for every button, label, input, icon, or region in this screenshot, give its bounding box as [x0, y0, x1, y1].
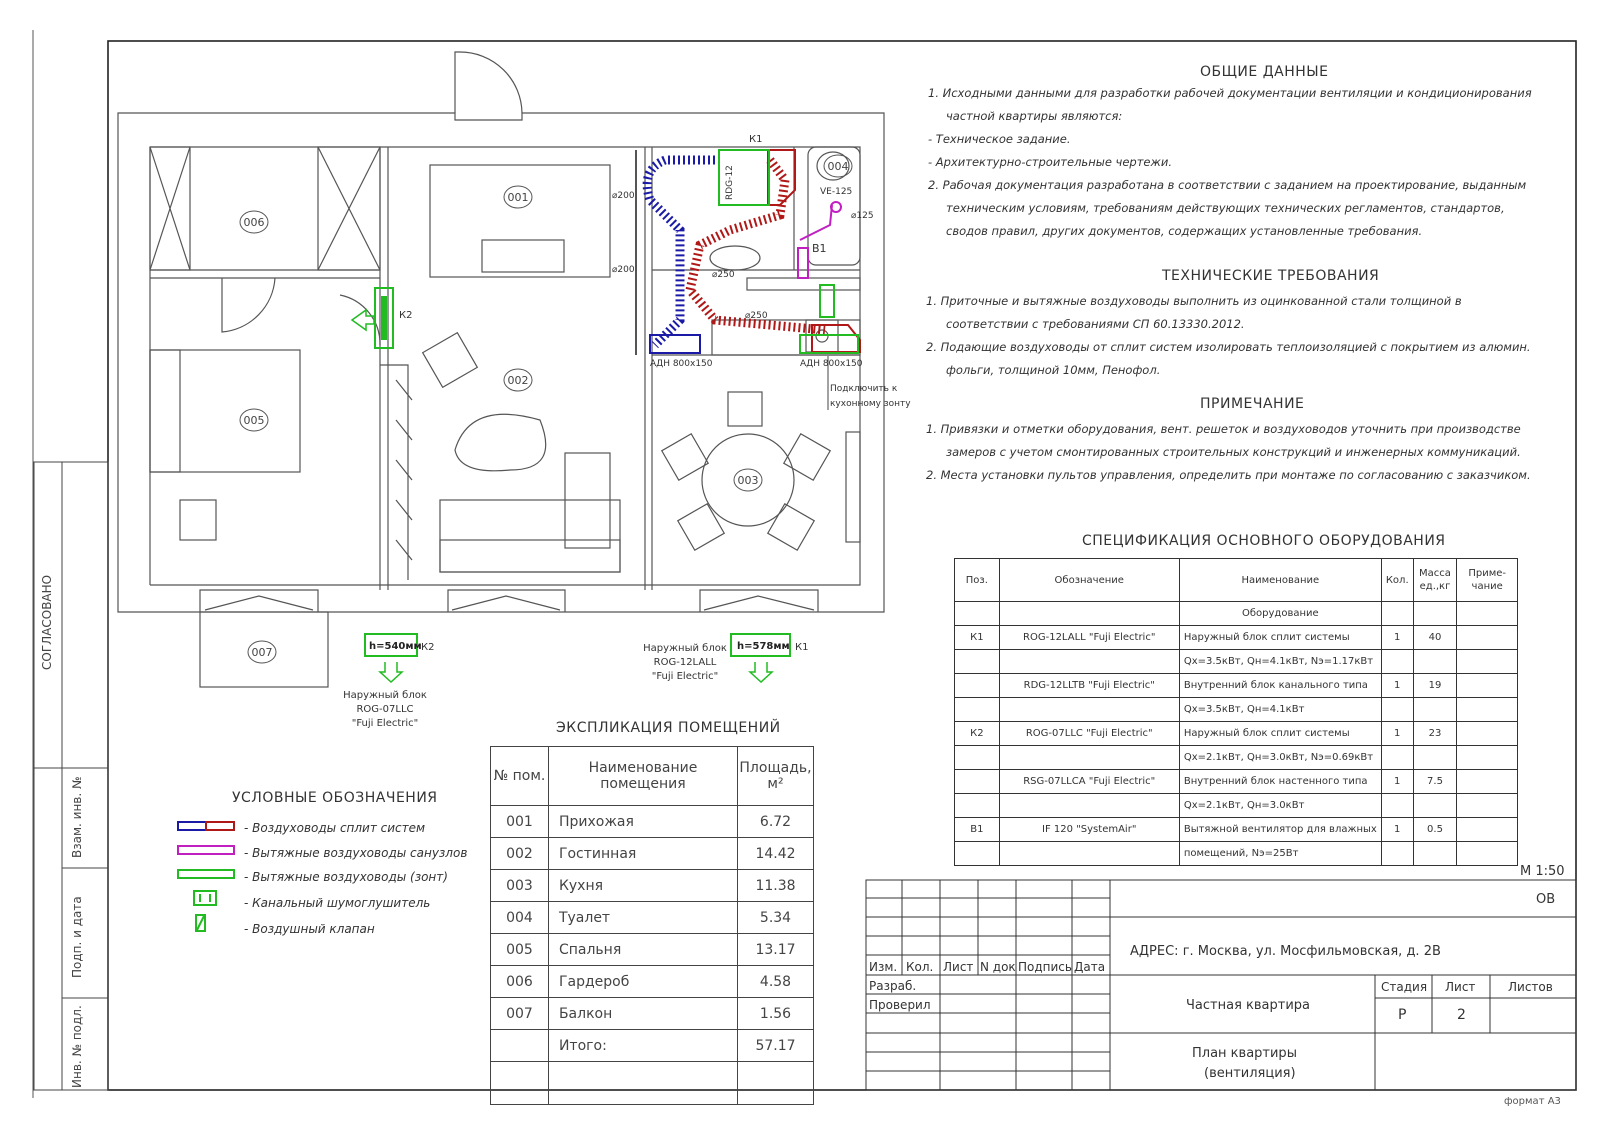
col-ndok: N док	[980, 960, 1016, 974]
technical-line-3: 2. Подающие воздуховоды от сплит систем изолировать теплоизоляцией с покрытием из алюмин.	[926, 340, 1531, 354]
total-row: Итого: 57.17	[491, 1030, 814, 1062]
general-line-1: 1. Исходными данными для разработки рабочей документации вентиляции и кондиционирования	[928, 86, 1532, 100]
table-row: Qх=2.1кВт, Qн=3.0кВт, Nэ=0.69кВт	[955, 746, 1518, 770]
spec-group: Оборудование	[1179, 602, 1381, 626]
table-row: помещений, Nэ=25Вт	[955, 842, 1518, 866]
outdoor-k1-line2: ROG-12LALL	[653, 657, 717, 668]
legend-title: УСЛОВНЫЕ ОБОЗНАЧЕНИЯ	[232, 790, 438, 806]
outdoor-k2-line1: Наружный блок	[343, 690, 427, 701]
table-row: 006 Гардероб 4.58	[491, 966, 814, 998]
rdg-label: RDG-12	[725, 165, 735, 200]
k2-outdoor-label: К2	[421, 642, 435, 653]
sheet-label: Лист	[1445, 980, 1476, 994]
k2-indoor-label: К2	[399, 310, 413, 321]
d250-label-b: ⌀250	[745, 311, 768, 321]
legend-item-silencer: - Канальный шумоглушитель	[244, 896, 431, 910]
adn-label-2: АДН 800х150	[800, 359, 863, 369]
room-tag-002: 002	[507, 374, 529, 387]
d200-label-a: ⌀200	[612, 191, 635, 201]
remark-title: ПРИМЕЧАНИЕ	[1200, 396, 1305, 412]
technical-line-4: фольги, толщиной 10мм, Пенофол.	[946, 363, 1161, 377]
table-row: Qх=3.5кВт, Qн=4.1кВт, Nэ=1.17кВт	[955, 650, 1518, 674]
d250-label-a: ⌀250	[712, 270, 735, 280]
connect-label-1: Подключить к	[830, 384, 898, 394]
general-line-4: - Архитектурно-строительные чертежи.	[928, 155, 1172, 169]
spec-header-pos: Поз.	[955, 559, 1000, 602]
sheet-value: 2	[1457, 1007, 1466, 1023]
spec-header-note: Приме- чание	[1457, 559, 1518, 602]
expl-header-area: Площадь, м²	[738, 747, 814, 806]
explication-title: ЭКСПЛИКАЦИЯ ПОМЕЩЕНИЙ	[556, 720, 781, 736]
technical-title: ТЕХНИЧЕСКИЕ ТРЕБОВАНИЯ	[1162, 268, 1380, 284]
room-tag-003: 003	[737, 474, 759, 487]
legend-item-damper: - Воздушный клапан	[244, 922, 375, 936]
agreed-label: СОГЛАСОВАНО	[40, 574, 54, 670]
room-tag-006: 006	[243, 216, 265, 229]
format-label: формат А3	[1504, 1096, 1561, 1107]
b1-label: В1	[812, 242, 827, 255]
table-row: К1 ROG-12LALL "Fuji Electric" Наружный блок сплит системы 1 40	[955, 626, 1518, 650]
legend-item-hood: - Вытяжные воздуховоды (зонт)	[244, 870, 448, 884]
room-tag-004: 004	[827, 160, 849, 173]
stage-label: Стадия	[1381, 980, 1428, 994]
address: АДРЕС: г. Москва, ул. Мосфильмовская, д. 2В	[1130, 944, 1441, 959]
outdoor-k1-line1: Наружный блок	[643, 643, 727, 654]
spec-header-qty: Кол.	[1381, 559, 1413, 602]
sign-date-label: Подп. и дата	[70, 896, 84, 978]
room-tag-001: 001	[507, 191, 529, 204]
adn-label-1: АДН 800х150	[650, 359, 713, 369]
table-row: 002 Гостинная 14.42	[491, 838, 814, 870]
table-row: 001 Прихожая 6.72	[491, 806, 814, 838]
table-row: В1 IF 120 "SystemAir" Вытяжной вентилятор для влажных 1 0.5	[955, 818, 1518, 842]
k1-indoor-label: К1	[749, 134, 763, 145]
table-row: 004 Туалет 5.34	[491, 902, 814, 934]
general-line-5: 2. Рабочая документация разработана в соответствии с заданием на проектирование, выданным	[928, 178, 1527, 192]
col-kol: Кол.	[906, 960, 934, 974]
d125-label: ⌀125	[851, 211, 874, 221]
technical-line-2: соответствии с требованиями СП 60.13330.2012.	[946, 317, 1245, 331]
general-title: ОБЩИЕ ДАННЫЕ	[1200, 64, 1329, 80]
table-row: Qх=3.5кВт, Qн=4.1кВт	[955, 698, 1518, 722]
remark-line-2: замеров с учетом смонтированных строительных конструкций и инженерных коммуникаций.	[946, 445, 1521, 459]
general-line-2: частной квартиры являются:	[946, 109, 1123, 123]
outdoor-k2-line2: ROG-07LLC	[356, 704, 414, 715]
checked-label: Проверил	[869, 998, 931, 1012]
col-izm: Изм.	[869, 960, 898, 974]
ve-label: VE-125	[820, 187, 853, 197]
table-row: 003 Кухня 11.38	[491, 870, 814, 902]
developed-label: Разраб.	[869, 979, 917, 993]
doc-code: ОВ	[1536, 892, 1556, 907]
drawing-name-1: План квартиры	[1192, 1046, 1297, 1061]
technical-line-1: 1. Приточные и вытяжные воздуховоды выполнить из оцинкованной стали толщиной в	[926, 294, 1462, 308]
spec-header-mark: Обозначение	[999, 559, 1179, 602]
spec-header-mass: Масса ед.,кг	[1413, 559, 1457, 602]
h540-label: h=540мм	[369, 641, 422, 652]
inv-orig-label: Инв. № подл.	[70, 1005, 84, 1088]
outdoor-k2-line3: "Fuji Electric"	[351, 718, 419, 729]
table-row: RSG-07LLCA "Fuji Electric" Внутренний блок настенного типа 1 7.5	[955, 770, 1518, 794]
k1-outdoor-label: К1	[795, 642, 809, 653]
room-tag-005: 005	[243, 414, 265, 427]
general-line-3: - Техническое задание.	[928, 132, 1071, 146]
col-date: Дата	[1074, 960, 1106, 974]
spec-title: СПЕЦИФИКАЦИЯ ОСНОВНОГО ОБОРУДОВАНИЯ	[1082, 533, 1446, 549]
table-row: К2 ROG-07LLC "Fuji Electric" Наружный блок сплит системы 1 23	[955, 722, 1518, 746]
room-tag-007: 007	[251, 646, 273, 659]
legend-item-split: - Воздуховоды сплит систем	[244, 821, 426, 835]
scale-label: М 1:50	[1520, 864, 1565, 879]
col-sign: Подпись	[1018, 960, 1072, 974]
drawing-name-2: (вентиляция)	[1204, 1066, 1296, 1081]
general-line-6: техническим условиям, требованиям действующих технических регламентов, стандартов,	[946, 201, 1505, 215]
table-row: Qх=2.1кВт, Qн=3.0кВт	[955, 794, 1518, 818]
general-line-7: сводов правил, других документов, содержащих установленные требования.	[946, 224, 1423, 238]
inv-replace-label: Взам. инв. №	[70, 776, 84, 858]
col-list: Лист	[943, 960, 974, 974]
sheets-label: Листов	[1508, 980, 1553, 994]
stage-value: Р	[1398, 1007, 1407, 1023]
remark-line-3: 2. Места установки пультов управления, определить при монтаже по согласованию с заказчиком.	[926, 468, 1531, 482]
d200-label-b: ⌀200	[612, 265, 635, 275]
legend-item-sanitary: - Вытяжные воздуховоды санузлов	[244, 846, 468, 860]
table-row: 007 Балкон 1.56	[491, 998, 814, 1030]
expl-header-num: № пом.	[491, 747, 549, 806]
outdoor-k1-line3: "Fuji Electric"	[651, 671, 719, 682]
object-name: Частная квартира	[1186, 998, 1310, 1013]
remark-line-1: 1. Привязки и отметки оборудования, вент. решеток и воздуховодов уточнить при производстве	[926, 422, 1521, 436]
h578-label: h=578мм	[737, 641, 790, 652]
spec-header-name: Наименование	[1179, 559, 1381, 602]
connect-label-2: кухонному зонту	[830, 399, 911, 409]
table-row: 005 Спальня 13.17	[491, 934, 814, 966]
table-row: RDG-12LLTB "Fuji Electric" Внутренний блок канального типа 1 19	[955, 674, 1518, 698]
expl-header-name: Наименование помещения	[548, 747, 737, 806]
